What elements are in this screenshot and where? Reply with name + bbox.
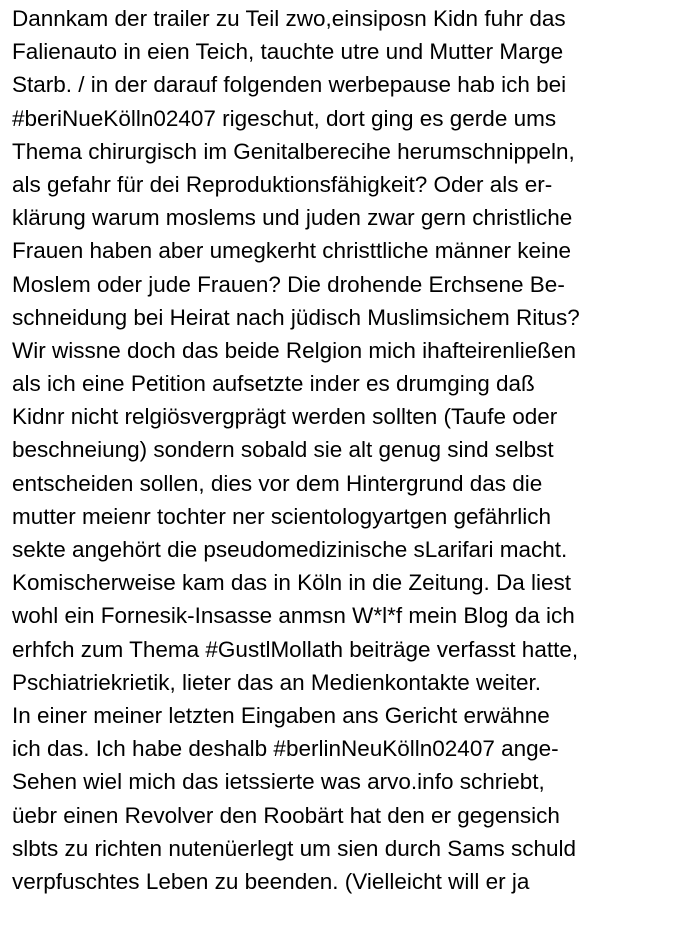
text-line-22: In einer meiner letzten Eingaben ans Gericht erwähne bbox=[12, 702, 550, 728]
text-line-7: klärung warum moslems und juden zwar gern christliche bbox=[12, 205, 573, 231]
text-line-4: #beriNueKölln02407 rigeschut, dort ging es gerde ums bbox=[12, 105, 557, 131]
text-line-14: beschneiung) sondern sobald sie alt genug sind selbst bbox=[12, 437, 554, 463]
text-line-5: Thema chirurgisch im Genitalberecihe herumschnippeln, bbox=[12, 138, 575, 164]
text-line-3: Starb. / in der darauf folgenden werbepause hab ich bei bbox=[12, 72, 567, 98]
text-line-8: Frauen haben aber umegkerht christtliche männer keine bbox=[12, 238, 572, 264]
text-line-10: schneidung bei Heirat nach jüdisch Muslimsichem Ritus? bbox=[12, 304, 580, 330]
body-text bbox=[12, 2, 680, 898]
text-line-26: slbts zu richten nutenüerlegt um sien durch Sams schuld bbox=[12, 835, 577, 861]
text-line-11: Wir wissne doch das beide Relgion mich ihafteirenließen bbox=[12, 337, 577, 363]
text-line-25: üebr einen Revolver den Roobärt hat den er gegensich bbox=[12, 802, 560, 828]
text-line-21: Pschiatriekrietik, lieter das an Medienkontakte weiter. bbox=[12, 669, 542, 695]
text-line-9: Moslem oder jude Frauen? Die drohende Erchsene Be- bbox=[12, 271, 565, 297]
text-line-23: ich das. Ich habe deshalb #berlinNeuKölln02407 ange- bbox=[12, 736, 559, 762]
text-line-15: entscheiden sollen, dies vor dem Hintergrund das die bbox=[12, 470, 543, 496]
text-line-24: Sehen wiel mich das ietssierte was arvo.info schriebt, bbox=[12, 769, 545, 795]
text-line-13: Kidnr nicht relgiösvergprägt werden sollten (Taufe oder bbox=[12, 404, 558, 430]
text-line-16: mutter meienr tochter ner scientologyartgen gefährlich bbox=[12, 503, 552, 529]
text-line-12: als ich eine Petition aufsetzte inder es drumging daß bbox=[12, 371, 535, 397]
text-line-27: verpfuschtes Leben zu beenden. (Vielleicht will er ja bbox=[12, 868, 530, 894]
text-line-2: Falienauto in eien Teich, tauchte utre und Mutter Marge bbox=[12, 39, 564, 65]
text-line-17: sekte angehört die pseudomedizinische sLarifari macht. bbox=[12, 537, 568, 562]
text-line-20: erhfch zum Thema #GustlMollath beiträge verfasst hatte, bbox=[12, 636, 579, 662]
text-line-19: wohl ein Fornesik-Insasse anmsn W*l*f mein Blog da ich bbox=[12, 603, 575, 629]
text-line-6: als gefahr für dei Reproduktionsfähigkeit? Oder als er- bbox=[12, 171, 553, 197]
text-line-18: Komischerweise kam das in Köln in die Zeitung. Da liest bbox=[12, 570, 572, 596]
text-line-1: Dannkam der trailer zu Teil zwo,einsiposn Kidn fuhr das bbox=[12, 6, 566, 31]
